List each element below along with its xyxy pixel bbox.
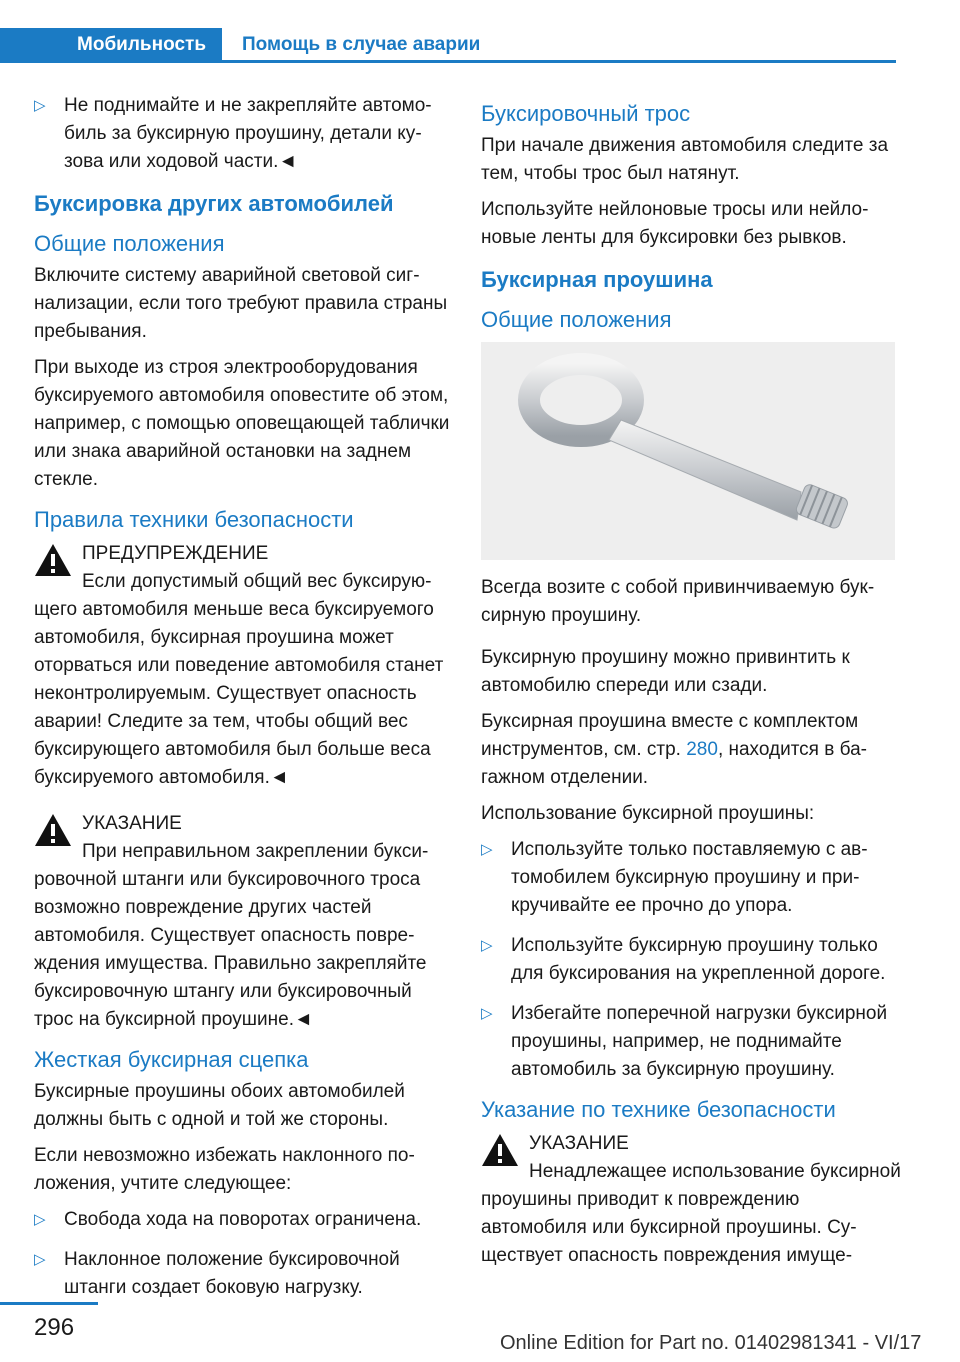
- page-number: 296: [34, 1314, 75, 1341]
- page-footer: [0, 1302, 960, 1362]
- paragraph: Если невозможно избежать наклонного положения, учтите следующее:: [34, 1145, 415, 1194]
- paragraph: Включите систему аварийной световой сигнализации, если того требуют правила страны пребывания.: [34, 265, 448, 342]
- list-item: [34, 1206, 454, 1234]
- paragraph: Всегда возите с собой привинчиваемую буксирную проушину.: [481, 577, 875, 626]
- bullet-triangle-icon: ▷: [481, 1005, 493, 1022]
- bullet-text: Используйте буксирную проушину только для буксирования на укрепленной дороге.: [511, 935, 886, 984]
- page-header: [0, 0, 960, 64]
- paragraph: Используйте нейлоновые тросы или нейлоновые ленты для буксировки без рывков.: [481, 199, 869, 248]
- list-item: [481, 1000, 901, 1084]
- bullet-triangle-icon: ▷: [481, 841, 493, 858]
- paragraph: Буксирную проушину можно привинтить к автомобилю спереди или сзади.: [481, 647, 850, 696]
- page-link[interactable]: 280: [686, 739, 718, 760]
- bullet-triangle-icon: ▷: [34, 97, 46, 114]
- list-item: [481, 932, 901, 988]
- warning-title: ПРЕДУПРЕЖДЕНИЕ: [82, 543, 269, 564]
- bullet-text: Избегайте поперечной нагрузки буксирной проушины, например, не поднимайте автомобиль за буксирную проушину.: [511, 1003, 888, 1080]
- tab-mobility[interactable]: Мобильность: [0, 28, 222, 62]
- list-item: [481, 836, 901, 920]
- paragraph: При выходе из строя электрооборудования буксируемого автомобиля оповестите об этом, например, с помощью оповещающей таблички или знака аварийной остановки на заднем стекле.: [34, 357, 450, 490]
- paragraph: Буксирные проушины обоих автомобилей должны быть с одной и той же стороны.: [34, 1081, 405, 1130]
- heading-general: Общие положения: [34, 231, 225, 256]
- bullet-text: Не поднимайте и не закрепляйте автомобиль за буксирную проушину, детали кузова или ходовой части.◄: [64, 95, 432, 172]
- heading-safety-note: Указание по технике безопасности: [481, 1097, 836, 1122]
- notice-block: [34, 810, 454, 1034]
- edition-text: Online Edition for Part no. 01402981341 - VI/17: [500, 1332, 922, 1354]
- warning-block: [34, 540, 454, 792]
- notice-block: [481, 1130, 901, 1270]
- heading-safety-rules: Правила техники безопасности: [34, 507, 354, 532]
- header-rule: [0, 60, 896, 63]
- warning-triangle-icon: [34, 812, 72, 848]
- warning-triangle-icon: [481, 1132, 519, 1168]
- bullet-text: Свобода хода на поворотах ограничена.: [64, 1209, 422, 1230]
- right-column: [481, 100, 901, 1280]
- warning-text: Если допустимый общий вес буксирующего автомобиля меньше веса буксируемого автомобиля, буксирная проушина может оторваться или поведение автомобиля станет неконтролируемым. Существует опасность аварии! Следите за тем, чтобы общий вес буксирующего автомобиля был больше веса буксируемого автомобиля.◄: [34, 571, 444, 788]
- warning-triangle-icon: [34, 542, 72, 578]
- bullet-triangle-icon: ▷: [481, 937, 493, 954]
- heading-tow-eye: Буксирная проушина: [481, 267, 713, 292]
- tow-eye-icon: [481, 342, 895, 560]
- paragraph-with-link: [481, 708, 901, 792]
- notice-text: Ненадлежащее использование буксирной проушины приводит к повреждению автомобиля или буксирной проушины. Существует опасность повреждения имуще-: [481, 1161, 901, 1266]
- list-item: [34, 92, 454, 176]
- bullet-text: Используйте только поставляемую с автомобилем буксирную проушину и прикручивайте ее прочно до упора.: [511, 839, 868, 916]
- footer-rule: [0, 1302, 98, 1305]
- notice-title: УКАЗАНИЕ: [529, 1133, 629, 1154]
- notice-title: УКАЗАНИЕ: [82, 813, 182, 834]
- paragraph-text: Буксирная проушина вместе с комплектом инструментов, см. стр.: [481, 711, 859, 760]
- paragraph: При начале движения автомобиля следите за тем, чтобы трос был натянут.: [481, 135, 889, 184]
- paragraph: Использование буксирной проушины:: [481, 803, 815, 824]
- left-column: [34, 92, 454, 1314]
- heading-rigid-tow-bar: Жесткая буксирная сцепка: [34, 1047, 309, 1072]
- list-item: [34, 1246, 454, 1302]
- bullet-triangle-icon: ▷: [34, 1211, 46, 1228]
- paragraph-text: , находится в багажном отделении.: [481, 739, 867, 788]
- heading-towing-other-vehicles: Буксировка других автомобилей: [34, 191, 394, 216]
- tab-emergency-help[interactable]: Помощь в случае аварии: [242, 34, 481, 55]
- bullet-triangle-icon: ▷: [34, 1251, 46, 1268]
- bullet-text: Наклонное положение буксировочной штанги создает боковую нагрузку.: [64, 1249, 400, 1298]
- heading-tow-rope: Буксировочный трос: [481, 101, 691, 126]
- notice-text: При неправильном закреплении буксировочной штанги или буксировочного троса возможно повреждение других частей автомобиля. Существует опасность повреждения имущества. Правильно закрепляйте буксировочную штангу или буксировочный трос на буксирной проушине.◄: [34, 841, 429, 1030]
- tow-eye-photo: [481, 342, 895, 560]
- heading-general: Общие положения: [481, 307, 672, 332]
